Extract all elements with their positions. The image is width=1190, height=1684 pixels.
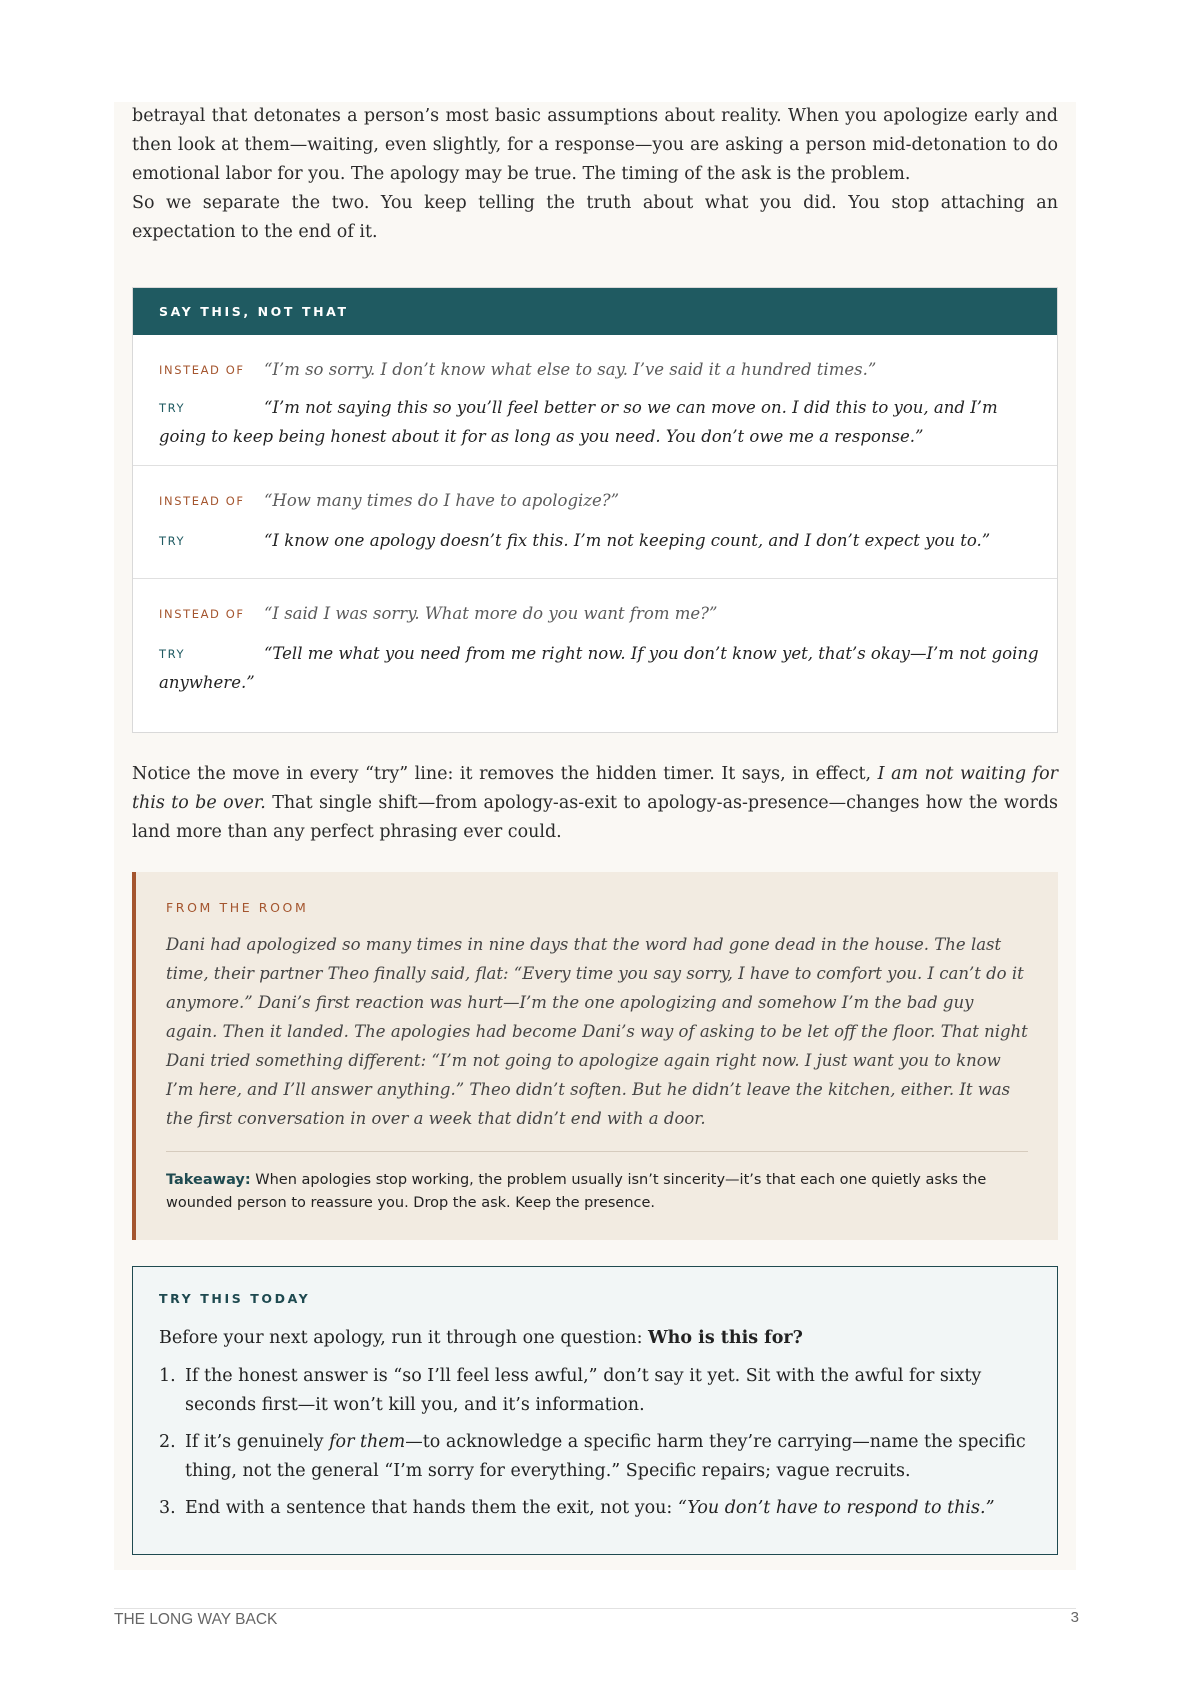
instead-of-text: “I said I was sorry. What more do you want from me?”: [264, 604, 718, 623]
item-text: End with a sentence that hands them the exit, not you:: [185, 1498, 678, 1518]
takeaway-label: Takeaway:: [166, 1172, 251, 1188]
instead-of-text: “I’m so sorry. I don’t know what else to say. I’ve said it a hundred times.”: [264, 360, 877, 379]
item-number: 1.: [159, 1366, 176, 1386]
takeaway-text: When apologies stop working, the problem usually isn’t sincerity—it’s that each one quietly asks the wounded person to reassure you. Drop the ask. Keep the presence.: [166, 1172, 987, 1211]
phrase-pair: [133, 578, 1057, 733]
notice-text-start: Notice the move in every “try” line: it removes the hidden timer. It says, in effect,: [132, 764, 878, 784]
list-item: [159, 1428, 1029, 1486]
try-this-today-box: [132, 1266, 1058, 1555]
try-label: TRY: [159, 401, 186, 415]
notice-emphasis: I am not waiting for this to be over.: [132, 764, 1058, 813]
page-number: 3: [1070, 1609, 1079, 1626]
phrase-pair: [133, 335, 1057, 465]
item-emphasis: “You don’t have to respond to this.”: [677, 1498, 995, 1518]
list-item: [159, 1362, 1029, 1420]
from-the-room-callout: [132, 872, 1058, 1240]
try-label: TRY: [159, 647, 186, 661]
item-number: 2.: [159, 1432, 176, 1452]
try-label: TRY: [159, 534, 186, 548]
story-text: Dani had apologized so many times in nine days that the word had gone dead in the house. The last time, their partner Theo finally said, flat: “Every time you say sorry, I have to comfort you. I can’t do it anymore.” Dani’s first reaction was hurt—I’m the one apologizing and somehow I’m the bad guy again. Then it landed. The apologies had become Dani’s way of asking to be let off the floor. That night Dani tried something different: “I’m not going to apologize again right now. I just want you to know I’m here, and I’ll answer anything.” Theo didn’t soften. But he didn’t leave the kitchen, either. It was the first conversation in over a week that didn’t end with a door.: [166, 935, 1028, 1128]
try-text: “I’m not saying this so you’ll feel better or so we can move on. I did this to you, and I’m going to keep being honest about it for as long as you need. You don’t owe me a response.”: [159, 398, 998, 446]
try-this-today-heading: TRY THIS TODAY: [159, 1291, 311, 1306]
say-this-not-that-box: [132, 287, 1058, 733]
key-question: Who is this for?: [648, 1328, 803, 1348]
instead-of-label: INSTEAD OF: [159, 363, 245, 377]
instead-of-label: INSTEAD OF: [159, 607, 245, 621]
item-text: If the honest answer is “so I’ll feel less awful,” don’t say it yet. Sit with the awful for sixty seconds first—it won’t kill you, and it’s information.: [185, 1366, 982, 1415]
notice-paragraph: [132, 760, 1058, 847]
intro-text: Before your next apology, run it through one question:: [159, 1328, 649, 1348]
from-the-room-heading: FROM THE ROOM: [166, 900, 309, 915]
item-text: If it’s genuinely: [185, 1432, 330, 1452]
steps-list: [159, 1362, 1029, 1531]
instead-of-label: INSTEAD OF: [159, 494, 245, 508]
item-number: 3.: [159, 1498, 176, 1518]
page-panel: [114, 102, 1076, 1570]
intro-paragraph-2: So we separate the two. You keep telling the truth about what you did. You stop attaching an expectation to the end of it.: [132, 193, 1058, 242]
try-text: “I know one apology doesn’t fix this. I’m not keeping count, and I don’t expect you to.”: [264, 531, 991, 550]
intro-paragraph-1: betrayal that detonates a person’s most basic assumptions about reality. When you apologize early and then look at them—waiting, even slightly, for a response—you are asking a person mid-detonation to do emotional labor for you. The apology may be true. The timing of the ask is the problem.: [132, 106, 1058, 184]
try-text: “Tell me what you need from me right now. If you don’t know yet, that’s okay—I’m not going anywhere.”: [159, 644, 1039, 692]
phrase-pair: [133, 465, 1057, 578]
try-today-intro: [159, 1324, 803, 1353]
say-this-heading: SAY THIS, NOT THAT: [133, 288, 1057, 335]
footer-rule: [114, 1608, 1076, 1609]
divider: [166, 1151, 1028, 1152]
takeaway: [166, 1169, 1028, 1215]
footer-book-title: THE LONG WAY BACK: [114, 1611, 278, 1628]
instead-of-text: “How many times do I have to apologize?”: [264, 491, 620, 510]
item-emphasis: for them: [329, 1432, 406, 1452]
notice-text-end: That single shift—from apology-as-exit to apology-as-presence—changes how the words land more than any perfect phrasing ever could.: [132, 793, 1058, 842]
item-text: —to acknowledge a specific harm they’re carrying—name the specific thing, not the general “I’m sorry for everything.” Specific repairs; vague recruits.: [185, 1432, 1026, 1481]
list-item: [159, 1494, 1029, 1523]
